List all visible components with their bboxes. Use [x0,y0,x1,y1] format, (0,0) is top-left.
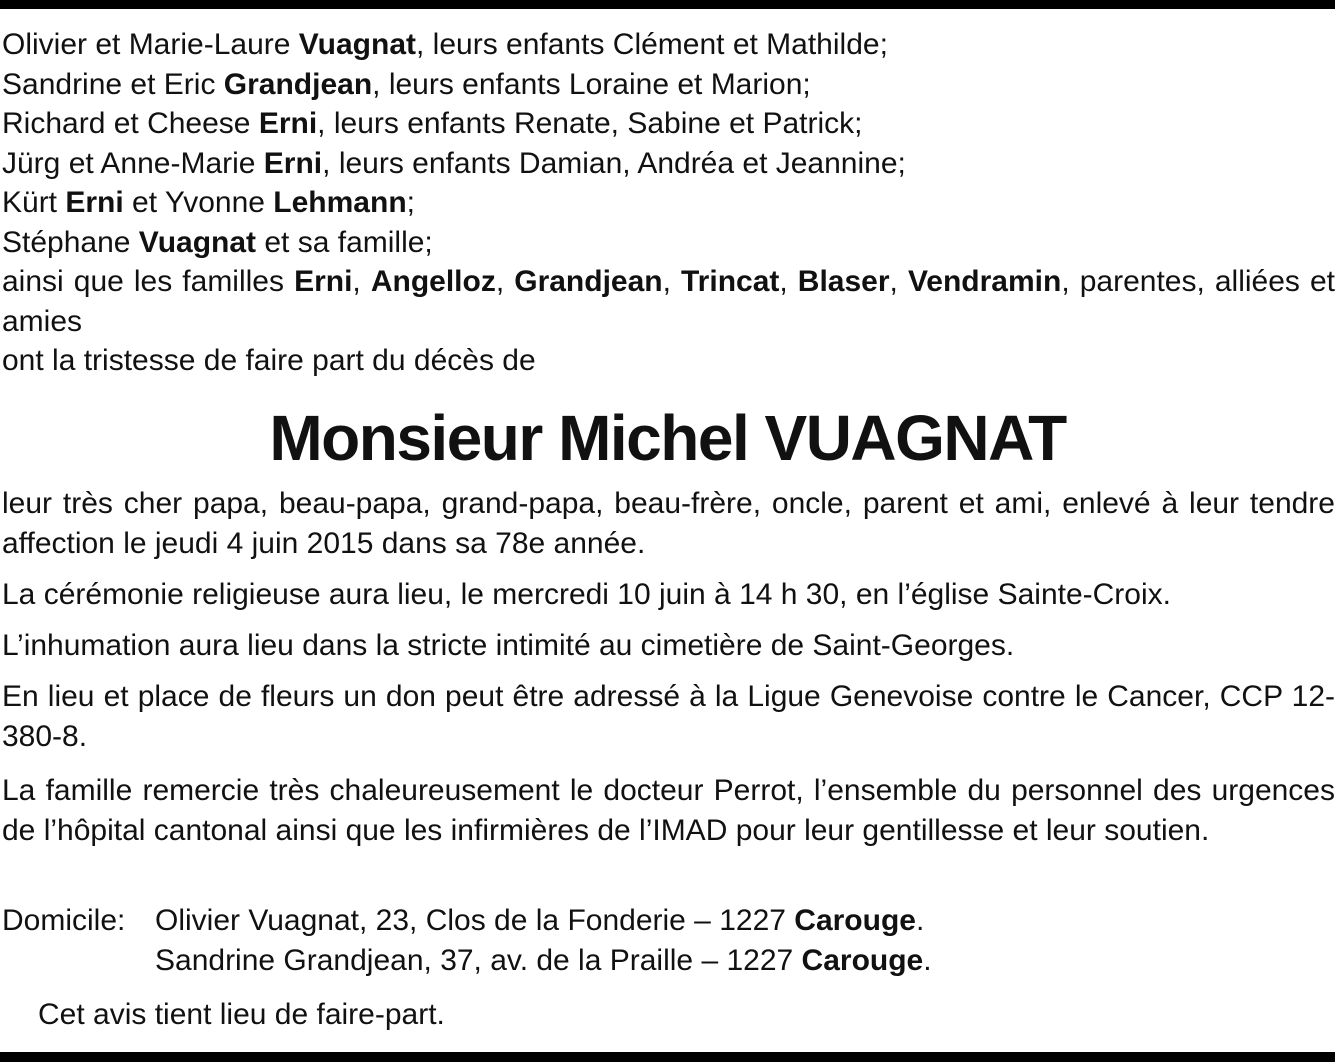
ceremony-paragraph: La cérémonie religieuse aura lieu, le mercredi 10 juin à 14 h 30, en l’église Sainte-Croix. [2,578,1171,611]
donation-paragraph: En lieu et place de fleurs un don peut être adressé à la Ligue Genevoise contre le Cancer, CCP 12-380-8. [2,680,1335,753]
family-line: Richard et Cheese Erni, leurs enfants Renate, Sabine et Patrick; [2,107,863,140]
family-list [2,25,1335,381]
family-line: Stéphane Vuagnat et sa famille; [2,225,433,259]
deceased-name: Monsieur Michel VUAGNAT [269,402,1066,474]
closing-note: Cet avis tient lieu de faire-part. [38,998,445,1031]
family-line: Sandrine et Eric Grandjean, leurs enfants Loraine et Marion; [2,67,811,101]
family-line: Olivier et Marie-Laure Vuagnat, leurs enfants Clément et Mathilde; [2,28,888,61]
domicile-addresses [155,901,932,980]
families-line: ainsi que les familles Erni, Angelloz, Grandjean, Trincat, Blaser, Vendramin, parentes, alliées et amies [2,265,1335,338]
domicile-label: Domicile: [2,904,126,937]
family-line: Jürg et Anne-Marie Erni, leurs enfants Damian, Andréa et Jeannine; [2,146,906,180]
family-line: Kürt Erni et Yvonne Lehmann; [2,186,415,219]
domicile-address-line: Olivier Vuagnat, 23, Clos de la Fonderie – 1227 Carouge. [155,904,925,937]
domicile-address-line: Sandrine Grandjean, 37, av. de la Praille – 1227 Carouge. [155,943,932,977]
burial-paragraph: L’inhumation aura lieu dans la stricte intimité au cimetière de Saint-Georges. [2,629,1015,662]
thanks-paragraph: La famille remercie très chaleureusement le docteur Perrot, l’ensemble du personnel des urgences de l’hôpital cantonal ainsi que les infirmières de l’IMAD pour leur gentillesse et leur soutien. [2,774,1335,847]
bottom-rule [0,1052,1335,1062]
top-rule [0,0,1335,9]
tribute-paragraph: leur très cher papa, beau-papa, grand-papa, beau-frère, oncle, parent et ami, enlevé à leur tendre affection le jeudi 4 juin 2015 dans sa 78e année. [2,487,1335,560]
announcement-line: ont la tristesse de faire part du décès de [2,344,536,377]
